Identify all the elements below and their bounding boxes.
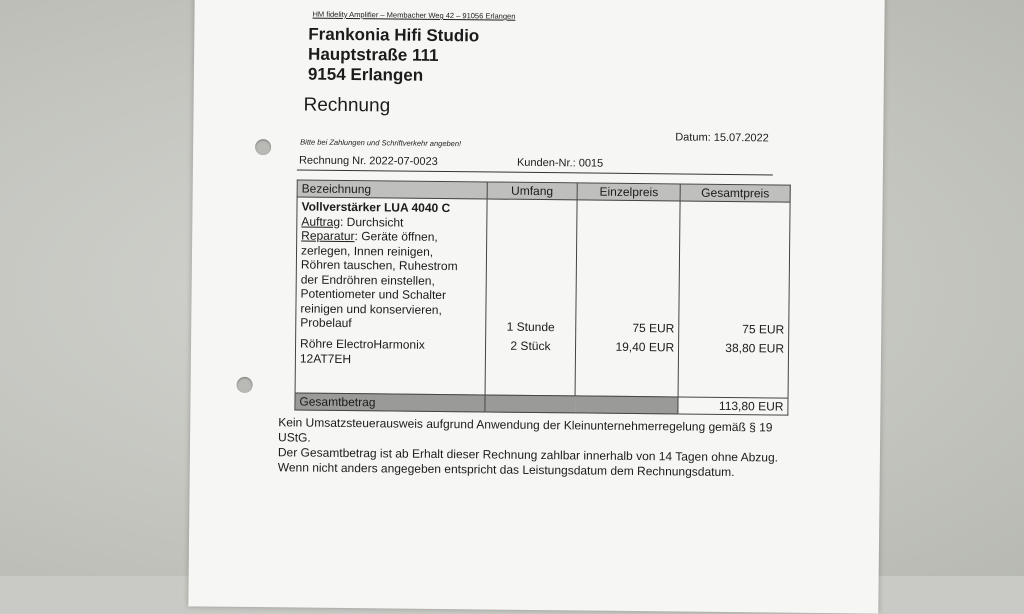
item-text: Röhre ElectroHarmonix (300, 336, 425, 352)
item-description (295, 332, 485, 394)
punch-hole-top (255, 139, 271, 155)
reference-hint: Bitte bei Zahlungen und Schriftverkehr angeben! (300, 137, 462, 149)
footer-notes (278, 415, 799, 480)
total-filler (484, 394, 575, 412)
item-einzelpreis: 19,40 EUR (575, 335, 678, 396)
header-einzelpreis: Einzelpreis (577, 183, 680, 201)
customer-number: Kunden-Nr.: 0015 (516, 156, 604, 170)
item-gesamtpreis: 38,80 EUR (678, 336, 788, 397)
auftrag-label: Auftrag (301, 214, 341, 229)
item-text: 12AT7EH (299, 351, 352, 366)
reparatur-text: der Endröhren einstellen, (300, 272, 435, 288)
total-value: 113,80 EUR (678, 396, 788, 415)
total-label: Gesamtbetrag (295, 392, 485, 411)
reparatur-text: zerlegen, Innen reinigen, (300, 243, 434, 259)
item-umfang: 1 Stunde (485, 199, 577, 335)
invoice-date: Datum: 15.07.2022 (675, 131, 769, 145)
invoice-paper (188, 0, 885, 614)
reparatur-text: reinigen und konservieren, (300, 301, 442, 317)
recipient-street: Hauptstraße 111 (308, 44, 439, 65)
divider-line (297, 169, 773, 175)
reparatur-text: : Geräte öffnen, (354, 229, 438, 244)
header-gesamtpreis: Gesamtpreis (680, 184, 790, 202)
auftrag-text: : Durchsicht (339, 214, 404, 230)
item-title: Vollverstärker LUA 4040 C (301, 199, 451, 216)
header-umfang: Umfang (487, 182, 578, 200)
invoice-table (294, 179, 790, 415)
invoice-number: Rechnung Nr. 2022-07-0023 (298, 154, 438, 168)
header-bezeichnung: Bezeichnung (297, 180, 487, 199)
reparatur-text: Probelauf (300, 315, 352, 331)
reparatur-text: Röhren tauschen, Ruhestrom (300, 257, 458, 274)
sender-line: HM fidelity Amplifier – Membacher Weg 42 – 91056 Erlangen (312, 9, 516, 21)
item-einzelpreis: 75 EUR (576, 200, 680, 337)
table-row (296, 197, 790, 338)
reparatur-label: Reparatur (301, 228, 355, 244)
recipient-name: Frankonia Hifi Studio (308, 24, 480, 46)
reparatur-text: Potentiometer und Schalter (300, 286, 447, 303)
total-filler (575, 395, 678, 414)
item-description (296, 197, 487, 334)
table-row (295, 332, 789, 397)
payment-note: Der Gesamtbetrag ist ab Erhalt dieser Rechnung zahlbar innerhalb von 14 Tagen ohne Abzug. Wenn nicht anders angegeben entspricht das Leistungsdatum dem Rechnungsdatum. (277, 445, 779, 480)
recipient-city: 9154 Erlangen (307, 64, 424, 85)
item-gesamtpreis: 75 EUR (679, 201, 790, 338)
tax-note: Kein Umsatzsteuerausweis aufgrund Anwendung der Kleinunternehmerregelung gemäß § 19 UStG. (278, 415, 773, 445)
reparatur-line (301, 229, 482, 245)
item-umfang: 2 Stück (485, 334, 576, 395)
punch-hole-bottom (237, 377, 253, 393)
document-title: Rechnung (303, 94, 391, 117)
